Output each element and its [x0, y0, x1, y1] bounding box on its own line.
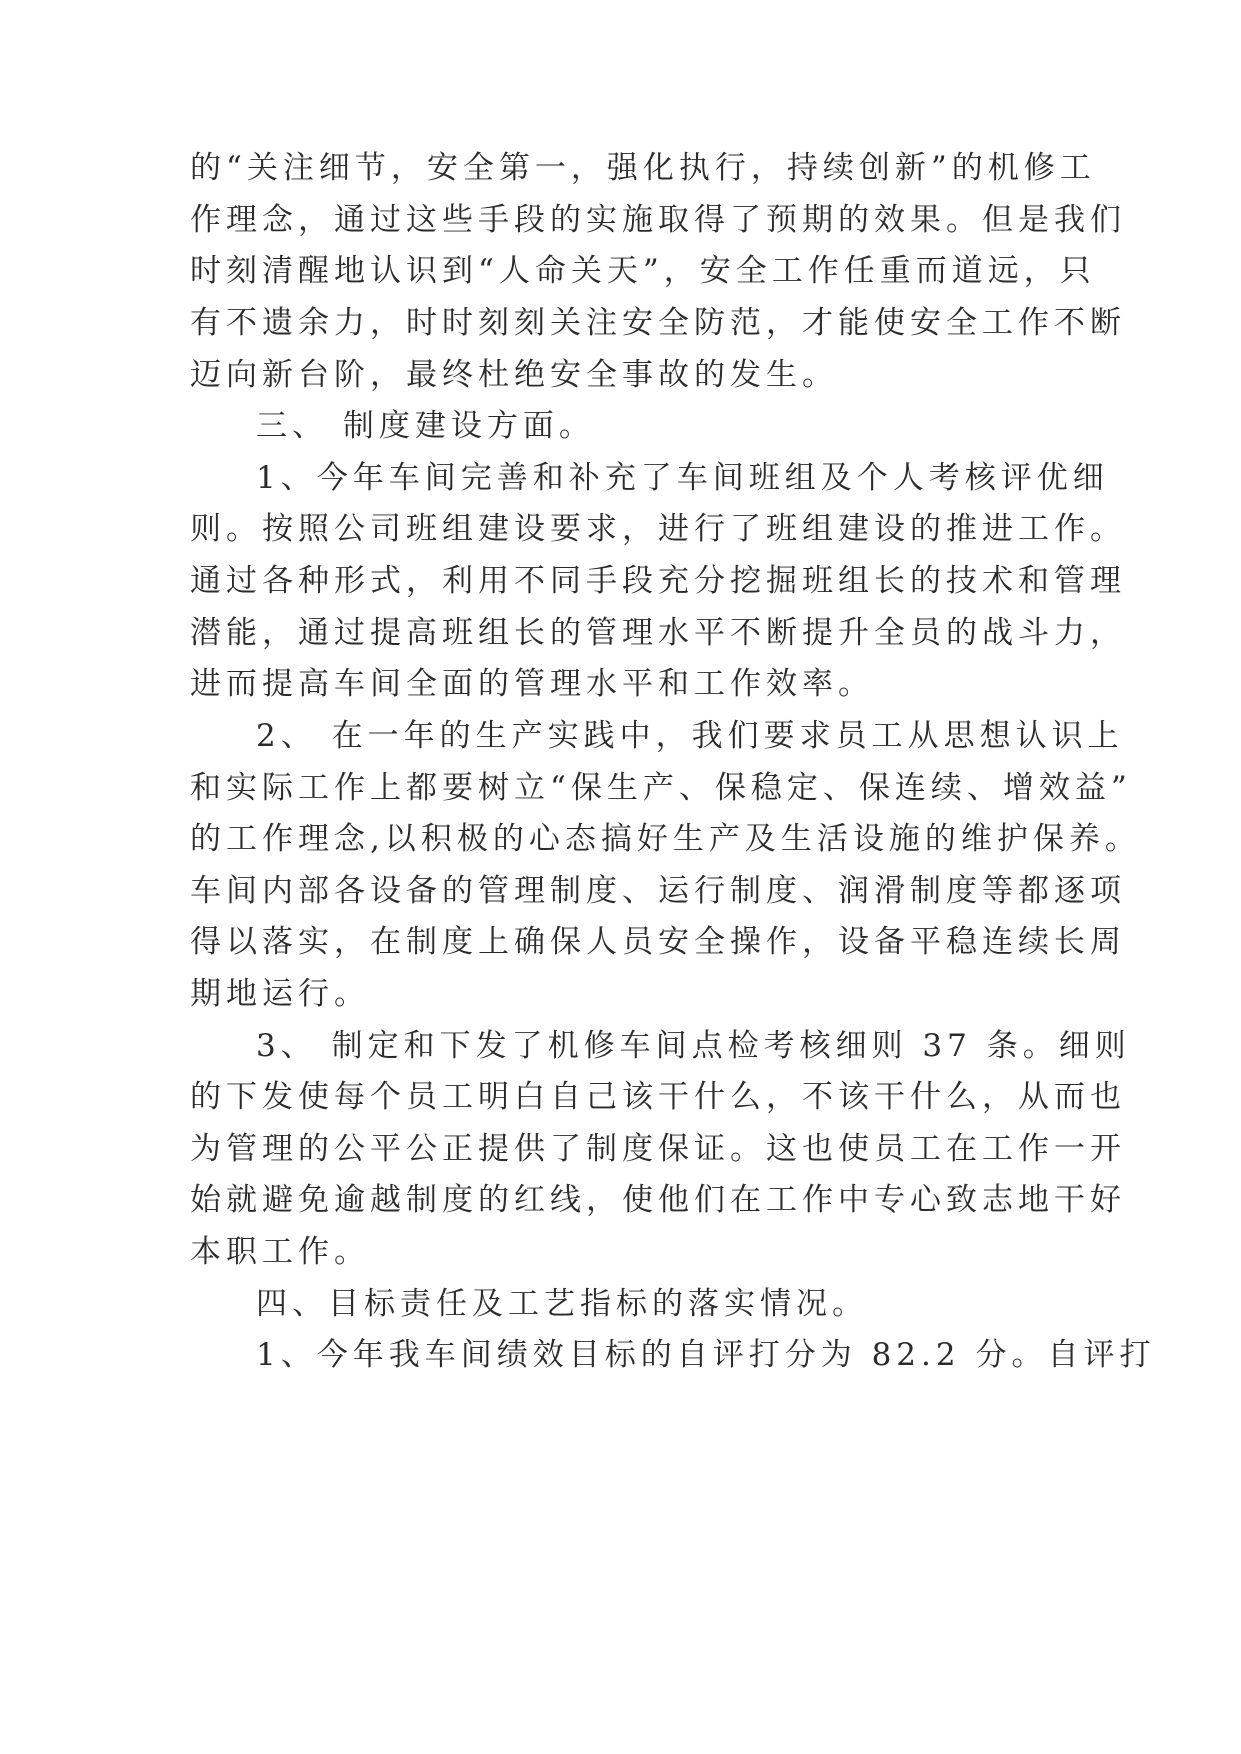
text-line: 始就避免逾越制度的红线，使他们在工作中专心致志地干好 [190, 1182, 1126, 1218]
text-line: 本职工作。 [190, 1234, 370, 1270]
text-line: 则。按照公司班组建设要求，进行了班组建设的推进工作。 [190, 511, 1126, 547]
text-line: 进而提高车间全面的管理水平和工作效率。 [190, 666, 874, 702]
text-line: 期地运行。 [190, 976, 370, 1012]
text-line: 潜能，通过提高班组长的管理水平不断提升全员的战斗力， [190, 615, 1126, 651]
text-line: 2、 在一年的生产实践中，我们要求员工从思想认识上 [256, 718, 1124, 754]
text-line: 为管理的公平公正提供了制度保证。这也使员工在工作一开 [190, 1131, 1126, 1167]
section-heading: 三、 制度建设方面。 [256, 408, 595, 444]
text-line: 的下发使每个员工明白自己该干什么，不该干什么，从而也 [190, 1079, 1126, 1115]
text-line: 的“关注细节，安全第一，强化执行，持续创新”的机修工 [190, 150, 1096, 186]
text-line: 和实际工作上都要树立“保生产、保稳定、保连续、增效益” [190, 770, 1132, 806]
text-line: 迈向新台阶，最终杜绝安全事故的发生。 [190, 357, 838, 393]
text-line: 1、今年我车间绩效目标的自评打分为 82.2 分。自评打 [256, 1337, 1156, 1373]
section-heading: 四、目标责任及工艺指标的落实情况。 [256, 1286, 868, 1322]
text-line: 得以落实，在制度上确保人员安全操作，设备平稳连续长周 [190, 924, 1126, 960]
text-line: 3、 制定和下发了机修车间点检考核细则 37 条。细则 [256, 1028, 1131, 1064]
text-line: 的工作理念,以积极的心态搞好生产及生活设施的维护保养。 [190, 821, 1141, 857]
text-line: 车间内部各设备的管理制度、运行制度、润滑制度等都逐项 [190, 873, 1126, 909]
text-line: 作理念，通过这些手段的实施取得了预期的效果。但是我们 [190, 202, 1126, 238]
text-line: 1、今年车间完善和补充了车间班组及个人考核评优细 [256, 460, 1109, 496]
text-line: 时刻清醒地认识到“人命关天”，安全工作任重而道远，只 [190, 253, 1096, 289]
text-line: 有不遗余力，时时刻刻关注安全防范，才能使安全工作不断 [190, 305, 1126, 341]
text-line: 通过各种形式，利用不同手段充分挖掘班组长的技术和管理 [190, 563, 1126, 599]
